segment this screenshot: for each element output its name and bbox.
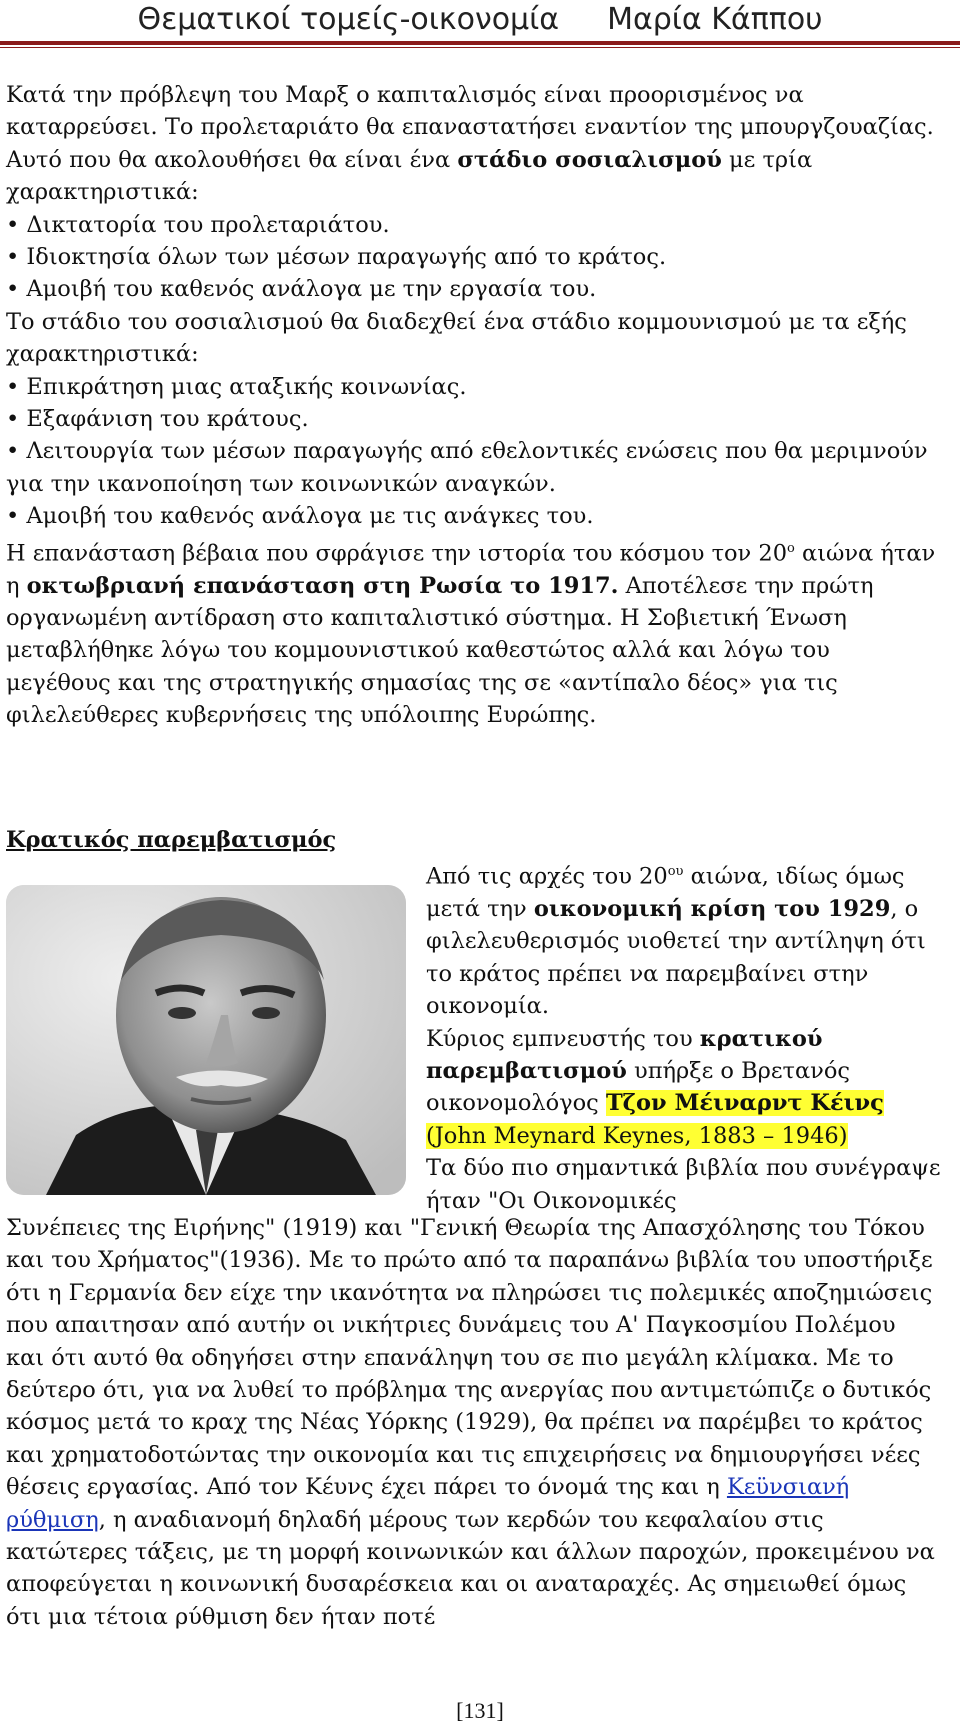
text-run: με τρία χαρακτηριστικά:	[6, 146, 813, 206]
paragraph	[426, 1023, 941, 1153]
text-run: Η επανάσταση βέβαια που σφράγισε την ιστορία του κόσμου τον 20	[6, 540, 788, 567]
list-item: • Ιδιοκτησία όλων των μέσων παραγωγής από το κράτος.	[6, 244, 667, 271]
paragraph	[6, 1212, 936, 1633]
list-item: • Αμοιβή του καθενός ανάλογα με την εργασία του.	[6, 276, 597, 303]
text-run: , ο φιλελευθερισμός υιοθετεί την αντίληψη ότι το κράτος πρέπει να παρεμβαίνει στην οικονομία.	[426, 895, 926, 1020]
list-item: • Εξαφάνιση του κράτους.	[6, 406, 309, 433]
list-item: • Δικτατορία του προλεταριάτου.	[6, 211, 390, 238]
paragraph	[426, 856, 941, 1023]
bold-text: κρατικού παρεμβατισμού	[426, 1025, 823, 1084]
paragraph: Τα δύο πιο σημαντικά βιβλία που συνέγραψε ήταν "Οι Οικονομικές	[426, 1155, 941, 1214]
text-run: αιώνα, ιδίως όμως μετά την	[426, 863, 905, 922]
list-item: • Λειτουργία των μέσων παραγωγής από εθελοντικές ενώσεις που θα μεριμνούν για την ικανοποίηση των κοινωνικών αναγκών.	[6, 438, 928, 497]
section-heading: Κρατικός παρεμβατισμός	[6, 827, 337, 853]
portrait-drawing	[6, 885, 406, 1195]
continuation-text	[6, 1212, 936, 1633]
header-subject: Θεματικοί τομείς-οικονομία	[137, 2, 560, 37]
text-run: Συνέπειες της Ειρήνης" (1919) και "Γενική Θεωρία της Απασχόλησης του Τόκου και του Χρήματος"(1936). Με το πρώτο από τα παραπάνω βιβλία του υποστήριξε ότι η Γερμανία δεν είχε την ικανότητα να πληρώσει τις πολεμικές αποζημιώσεις που απαιτησαν από αυτήν οι νικήτριες δυνάμεις του Α' Παγκοσμίου Πολέμου και ότι αυτό θα οδηγήσει στην επανάληψη του σε πιο μεγάλη κλίμακα. Με το δεύτερο ότι, για να λυθεί το πρόβλημα της ανεργίας που αντιμετώπιζε ο δυτικός κόσμος μετά το κραχ της Νέας Υόρκης (1929), θα πρέπει να παρέμβει το κράτος και χρηματοδοτώντας την οικονομία και τις επιχειρήσεις να δημιουργήσει νέες θέσεις εργασίας. Από τον Κέυνς έχει πάρει το όνομά της και η	[6, 1215, 933, 1501]
paragraph	[6, 533, 936, 732]
page-number: [131]	[456, 1698, 504, 1723]
text-run: , η αναδιανομή δηλαδή μέρους των κερδών του κεφαλαίου στις κατώτερες τάξεις, με τη μορφή κοινωνικών και άλλων παροχών, προκειμένου να αποφεύγεται η κοινωνική δυσαρέσκεια και οι αναταραχές. Ας σημειωθεί όμως ότι μια τέτοια ρύθμιση δεν ήταν ποτέ	[6, 1506, 935, 1630]
bold-text: οκτωβριανή επανάσταση στη Ρωσία το 1917.	[26, 572, 619, 599]
keynes-portrait-image	[6, 885, 406, 1195]
text-run: Κύριος εμπνευστής του	[426, 1025, 700, 1052]
text-run: Κατά την πρόβλεψη του Μαρξ ο καπιταλισμός είναι προορισμένος να καταρρεύσει. Το προλεταριάτο θα επαναστατήσει εναντίον της μπουργζουαζίας. Αυτό που θα ακολουθήσει θα είναι ένα	[6, 82, 934, 173]
bold-text: στάδιο σοσιαλισμού	[457, 146, 722, 173]
section-wrap-text	[426, 856, 941, 1217]
text-run: αιώνα ήταν η	[6, 540, 936, 599]
keynesian-regulation-link[interactable]: Κεϋνσιανή ρύθμιση	[6, 1474, 850, 1533]
list-item: • Επικράτηση μιας αταξικής κοινωνίας.	[6, 373, 467, 400]
paragraph	[6, 79, 936, 209]
text-run: υπήρξε ο Βρετανός οικονομολόγος	[426, 1057, 850, 1117]
header-author: Μαρία Κάππου	[607, 2, 823, 37]
paragraph: Το στάδιο του σοσιαλισμού θα διαδεχθεί ένα στάδιο κομμουνισμού με τα εξής χαρακτηριστικά:	[6, 308, 907, 368]
text-run: Από τις αρχές του 20	[426, 863, 668, 890]
text-run: Αποτέλεσε την πρώτη οργανωμένη αντίδραση στο καπιταλιστικό σύστημα. Η Σοβιετική Ένωση μεταβλήθηκε λόγω του κομμουνιστικού καθεστώτος αλλά και λόγω του μεγέθους και της στρατηγικής σημασίας της σε «αντίπαλο δέος» για τις φιλελεύθερες κυβερνήσεις της υπόλοιπης Ευρώπης.	[6, 572, 874, 729]
header-title	[0, 2, 960, 38]
header-rule-thick	[0, 41, 960, 45]
highlighted-name: Τζον Μέιναρντ Κέινς	[605, 1090, 884, 1117]
page-header	[0, 0, 960, 50]
bold-text: οικονομική κρίση του 1929	[533, 895, 891, 922]
intro-text	[6, 79, 936, 732]
superscript: ου	[667, 864, 684, 879]
highlighted-text: (John Meynard Keynes, 1883 – 1946)	[426, 1122, 848, 1149]
superscript: ο	[787, 540, 795, 556]
list-item: • Αμοιβή του καθενός ανάλογα με τις ανάγκες του.	[6, 503, 594, 530]
header-rule-thin	[0, 47, 960, 48]
